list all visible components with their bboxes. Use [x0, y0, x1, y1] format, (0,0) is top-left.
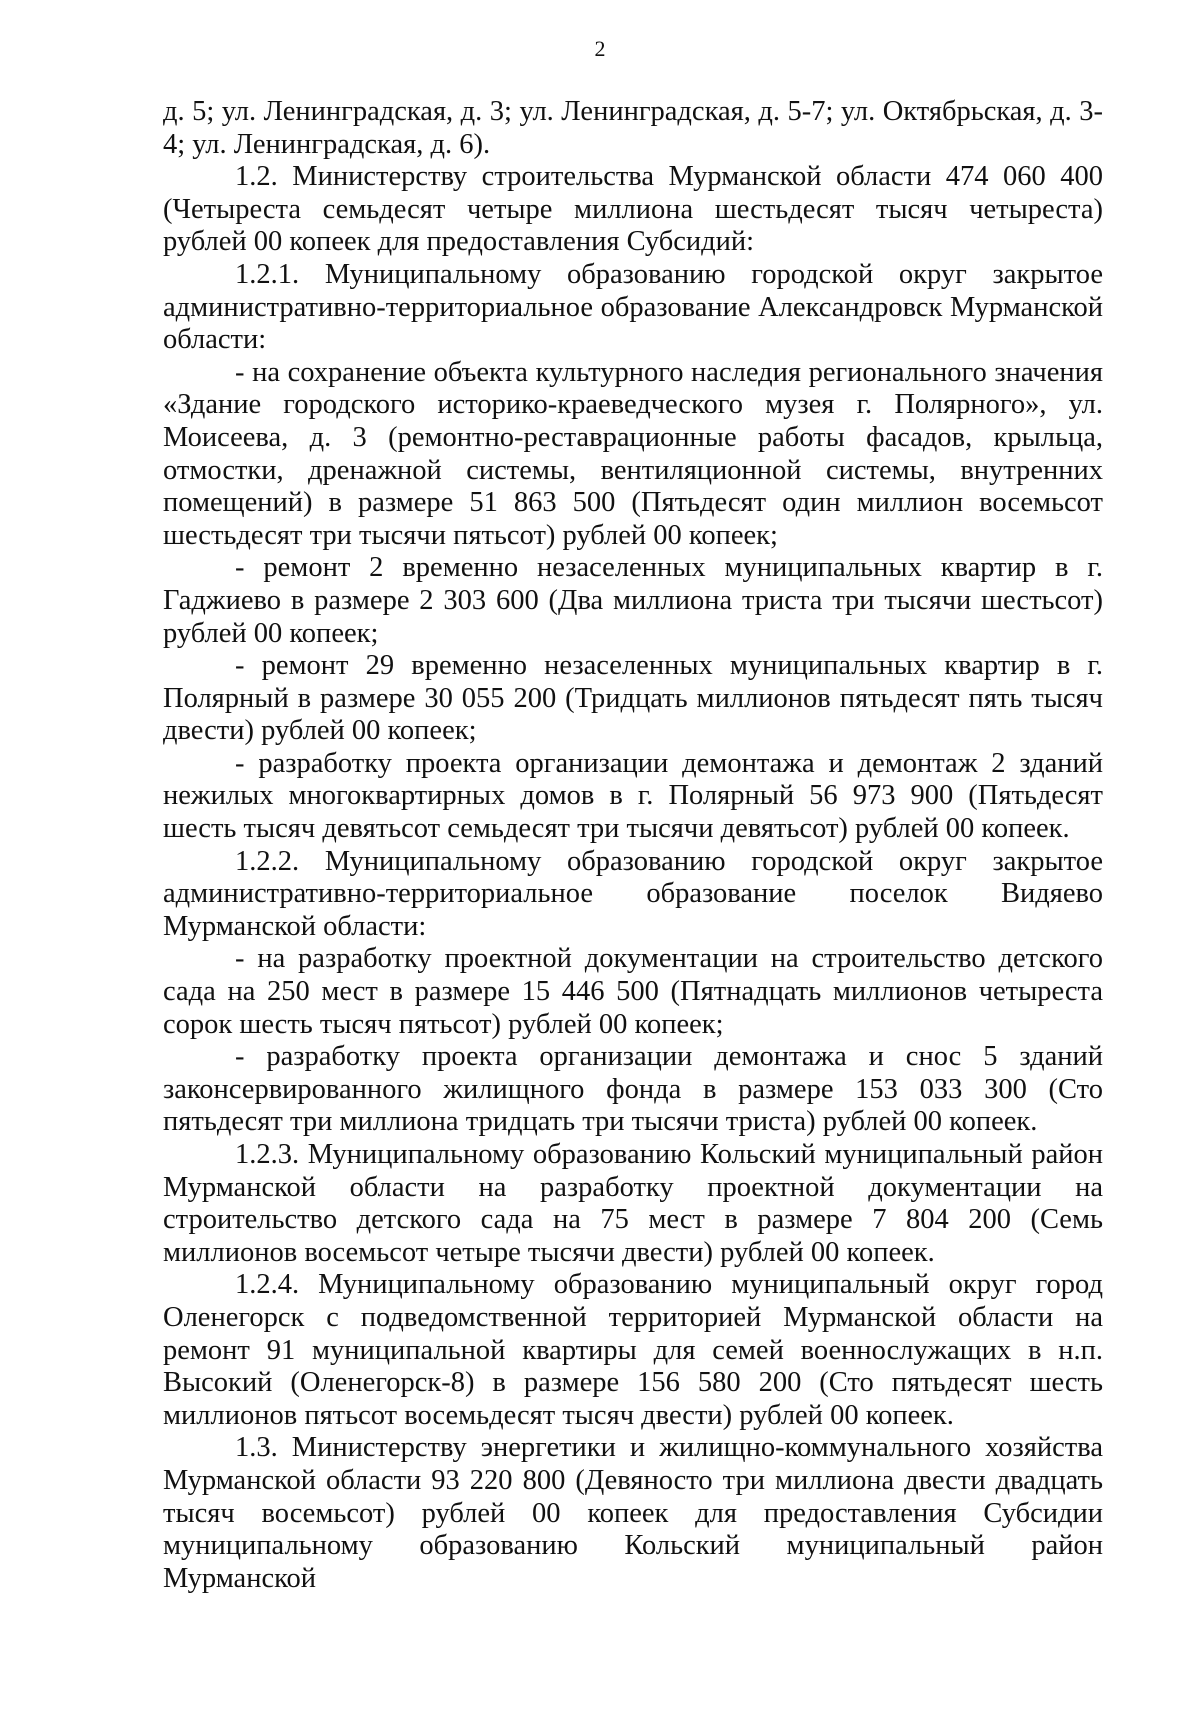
paragraph-kindergarten-250: - на разработку проектной документации на строительство детского сада на 250 мест в размере 15 446 500 (Пятнадцать миллионов четыреста сорок шесть тысяч пятьсот) рублей 00 копеек; [163, 943, 1103, 1040]
paragraph-1-2: 1.2. Министерству строительства Мурманской области 474 060 400 (Четыреста семьдесят четыре миллиона шестьдесят тысяч четыреста) рублей 00 копеек для предоставления Субсидий: [163, 161, 1103, 258]
paragraph-vidyaevo-demolition: - разработку проекта организации демонтажа и снос 5 зданий законсервированного жилищного фонда в размере 153 033 300 (Сто пятьдесят три миллиона тридцать три тысячи триста) рублей 00 копеек. [163, 1041, 1103, 1138]
paragraph-polyarny-demolition: - разработку проекта организации демонтажа и демонтаж 2 зданий нежилых многоквартирных домов в г. Полярный 56 973 900 (Пятьдесят шесть тысяч девятьсот семьдесят три тысячи девятьсот) рублей 00 копеек. [163, 747, 1103, 845]
paragraph-polyarny-repair: - ремонт 29 временно незаселенных муниципальных квартир в г. Полярный в размере 30 055 200 (Тридцать миллионов пятьдесят пять тысяч двести) рублей 00 копеек; [163, 650, 1103, 747]
paragraph-address-continuation: д. 5; ул. Ленинградская, д. 3; ул. Ленинградская, д. 5-7; ул. Октябрьская, д. 3-4; ул. Ленинградская, д. 6). [163, 96, 1103, 160]
paragraph-1-3: 1.3. Министерству энергетики и жилищно-коммунального хозяйства Мурманской области 93 220 800 (Девяносто три миллиона двести двадцать тысяч восемьсот) рублей 00 копеек для предоставления Субсидии муниципальному образованию Кольский муниципальный район Мурманской [163, 1432, 1103, 1594]
page-number: 2 [594, 36, 606, 61]
paragraph-1-2-2: 1.2.2. Муниципальному образованию городской округ закрытое административно-территориальное образование поселок Видяево Мурманской области: [163, 845, 1103, 942]
paragraph-gadzhievo-repair: - ремонт 2 временно незаселенных муниципальных квартир в г. Гаджиево в размере 2 303 600 (Два миллиона триста три тысячи шестьсот) рублей 00 копеек; [163, 552, 1103, 649]
paragraph-museum-restoration: - на сохранение объекта культурного наследия регионального значения «Здание городского историко-краеведческого музея г. Полярного», ул. Моисеева, д. 3 (ремонтно-реставрационные работы фасадов, крыльца, отмостки, дренажной системы, вентиляционной системы, внутренних помещений) в размере 51 863 500 (Пятьдесят один миллион восемьсот шестьдесят три тысячи пятьсот) рублей 00 копеек; [163, 356, 1103, 551]
paragraph-1-2-4: 1.2.4. Муниципальному образованию муниципальный округ город Оленегорск с подведомственной территорией Мурманской области на ремонт 91 муниципальной квартиры для семей военнослужащих в н.п. Высокий (Оленегорск-8) в размере 156 580 200 (Сто пятьдесят шесть миллионов пятьсот восемьдесят тысяч двести) рублей 00 копеек. [163, 1269, 1103, 1431]
paragraph-1-2-3: 1.2.3. Муниципальному образованию Кольский муниципальный район Мурманской области на разработку проектной документации на строительство детского сада на 75 мест в размере 7 804 200 (Семь миллионов восемьсот четыре тысячи двести) рублей 00 копеек. [163, 1139, 1103, 1268]
paragraph-1-2-1: 1.2.1. Муниципальному образованию городской округ закрытое административно-территориальное образование Александровск Мурманской области: [163, 258, 1103, 356]
document-body [163, 96, 1103, 1595]
